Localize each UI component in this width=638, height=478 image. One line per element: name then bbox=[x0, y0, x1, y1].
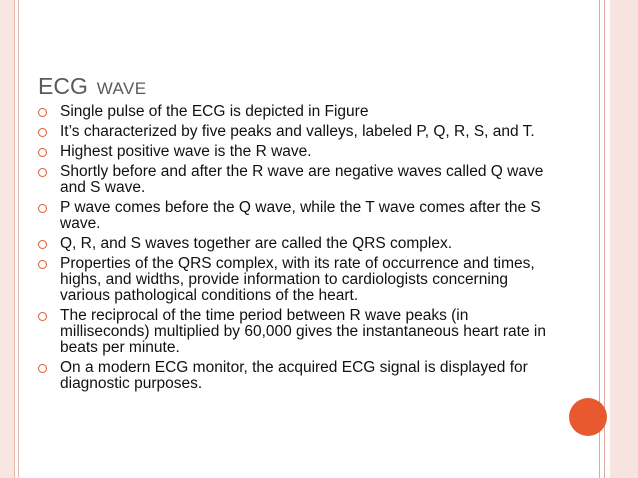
bullet-icon bbox=[38, 240, 47, 249]
left-border-line bbox=[14, 0, 15, 478]
bullet-item bbox=[36, 256, 558, 304]
slide-title bbox=[38, 67, 147, 99]
bullet-text: P wave comes before the Q wave, while the T wave comes after the S wave. bbox=[60, 199, 541, 232]
slide-title-small-caps: WAVE bbox=[96, 79, 147, 98]
right-border-band bbox=[610, 0, 638, 478]
bullet-item bbox=[36, 104, 558, 120]
bullet-item bbox=[36, 360, 558, 392]
bullet-icon bbox=[38, 168, 47, 177]
bullet-item bbox=[36, 200, 558, 232]
bullet-text: Highest positive wave is the R wave. bbox=[60, 143, 312, 160]
bullet-list bbox=[36, 104, 558, 396]
bullet-item bbox=[36, 144, 558, 160]
bullet-text: Shortly before and after the R wave are negative waves called Q wave and S wave. bbox=[60, 163, 544, 196]
bullet-text: Single pulse of the ECG is depicted in Figure bbox=[60, 103, 369, 120]
bullet-item bbox=[36, 236, 558, 252]
bullet-icon bbox=[38, 312, 47, 321]
bullet-item bbox=[36, 308, 558, 356]
slide-title-main: ECG bbox=[38, 73, 88, 99]
bullet-icon bbox=[38, 260, 47, 269]
bullet-text: The reciprocal of the time period between R wave peaks (in milliseconds) multiplied by 60,000 gives the instantaneous heart rate in beats per minute. bbox=[60, 307, 546, 356]
bullet-icon bbox=[38, 128, 47, 137]
bullet-text: It’s characterized by five peaks and valleys, labeled P, Q, R, S, and T. bbox=[60, 123, 535, 140]
bullet-text: On a modern ECG monitor, the acquired ECG signal is displayed for diagnostic purposes. bbox=[60, 359, 528, 392]
bullet-icon bbox=[38, 108, 47, 117]
bullet-text: Q, R, and S waves together are called the QRS complex. bbox=[60, 235, 452, 252]
bullet-icon bbox=[38, 364, 47, 373]
bullet-icon bbox=[38, 204, 47, 213]
left-border-band bbox=[0, 0, 14, 478]
bullet-icon bbox=[38, 148, 47, 157]
accent-circle-decoration bbox=[569, 398, 607, 436]
bullet-text: Properties of the QRS complex, with its rate of occurrence and times, highs, and widths, provide information to cardiologists concerning various pathological conditions of the heart. bbox=[60, 255, 535, 304]
bullet-item bbox=[36, 124, 558, 140]
bullet-item bbox=[36, 164, 558, 196]
left-border-line bbox=[18, 0, 19, 478]
